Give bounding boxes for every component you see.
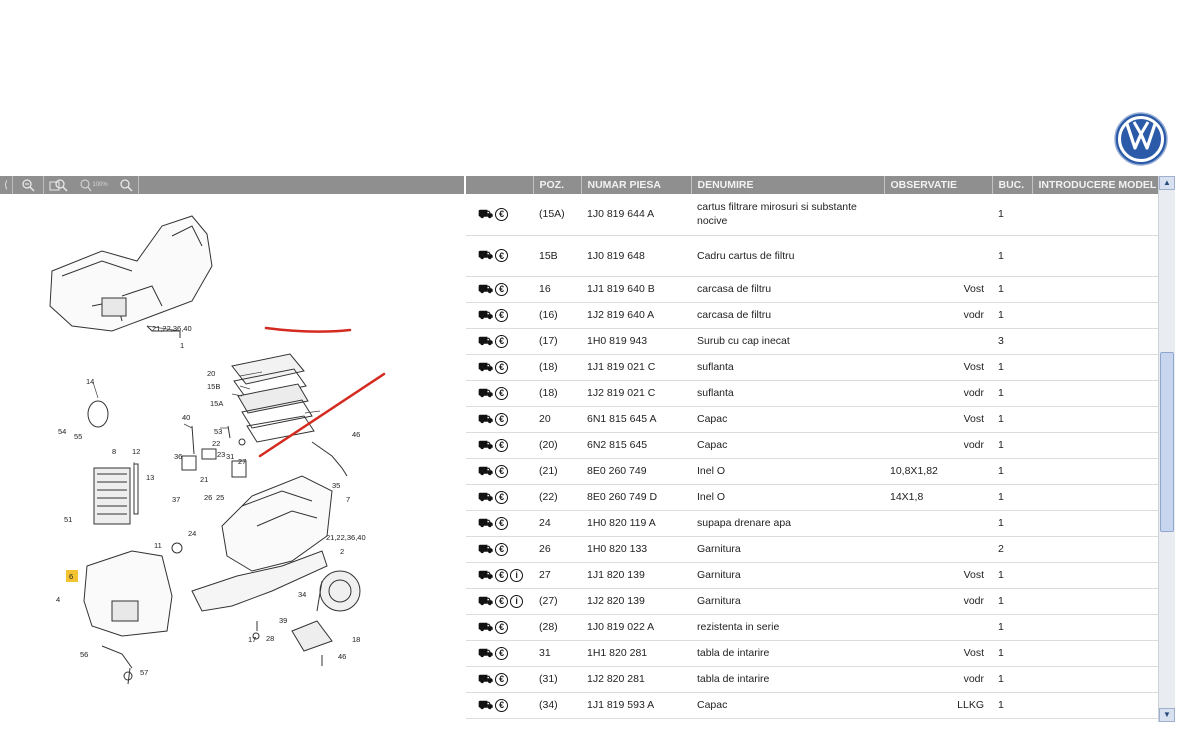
cell-introducere-model <box>1032 510 1160 536</box>
cell-denumire: Garnitura <box>691 588 884 614</box>
price-euro-icon[interactable]: € <box>495 543 508 556</box>
cell-denumire: Capac <box>691 692 884 718</box>
cell-poz: 15B <box>533 235 581 276</box>
price-euro-icon[interactable]: € <box>495 335 508 348</box>
price-euro-icon[interactable]: € <box>495 439 508 452</box>
table-row[interactable] <box>466 406 1160 432</box>
cell-observatie: 10,8X1,82 <box>884 458 992 484</box>
cell-denumire: carcasa de filtru <box>691 276 884 302</box>
cell-observatie <box>884 536 992 562</box>
zoom-out-icon[interactable] <box>13 176 43 194</box>
cell-numar-piesa: 1J1 820 139 <box>581 562 691 588</box>
cell-denumire: cartus filtrare mirosuri si substante nocive <box>691 194 884 235</box>
row-action-icons <box>466 432 533 458</box>
table-row[interactable] <box>466 235 1160 276</box>
cell-observatie: vodr <box>884 666 992 692</box>
diagram-callout-label[interactable]: 14 <box>86 377 95 386</box>
price-euro-icon[interactable]: € <box>495 699 508 712</box>
price-euro-icon[interactable]: € <box>495 517 508 530</box>
column-header-denumire[interactable]: DENUMIRE <box>691 176 884 194</box>
cell-denumire: supapa drenare apa <box>691 510 884 536</box>
diagram-callout-label[interactable]: 21 <box>200 475 209 484</box>
cell-numar-piesa: 1J2 819 640 A <box>581 302 691 328</box>
row-action-icons <box>466 666 533 692</box>
cell-observatie: Vost <box>884 562 992 588</box>
table-row[interactable] <box>466 354 1160 380</box>
cell-numar-piesa: 8E0 260 749 <box>581 458 691 484</box>
diagram-callout-label[interactable]: 51 <box>64 515 73 524</box>
cell-poz: 24 <box>533 510 581 536</box>
price-euro-icon[interactable]: € <box>495 569 508 582</box>
diagram-callout-label[interactable]: 6 <box>69 572 74 581</box>
table-row[interactable] <box>466 380 1160 406</box>
cell-buc: 1 <box>992 692 1032 718</box>
column-header-observatie[interactable]: OBSERVATIE <box>884 176 992 194</box>
row-action-icons <box>466 562 533 588</box>
cell-observatie <box>884 235 992 276</box>
table-row[interactable] <box>466 614 1160 640</box>
row-action-icons <box>466 692 533 718</box>
parts-table <box>466 176 1161 719</box>
cell-buc: 1 <box>992 235 1032 276</box>
cell-denumire: rezistenta in serie <box>691 614 884 640</box>
add-to-cart-icon[interactable]: ⛟ <box>478 515 494 530</box>
cell-numar-piesa: 6N1 815 645 A <box>581 406 691 432</box>
cell-poz: (20) <box>533 432 581 458</box>
cell-observatie: Vost <box>884 406 992 432</box>
parts-table-panel <box>466 176 1176 722</box>
table-row[interactable] <box>466 276 1160 302</box>
add-to-cart-icon[interactable]: ⛟ <box>478 206 494 221</box>
table-scrollbar[interactable] <box>1158 176 1175 722</box>
cell-buc: 1 <box>992 562 1032 588</box>
diagram-callout-label[interactable]: 27 <box>238 457 247 466</box>
diagram-callout-label[interactable]: 12 <box>132 447 141 456</box>
row-action-icons <box>466 235 533 276</box>
zoom-100-icon[interactable] <box>74 176 114 194</box>
diagram-callout-label[interactable]: 57 <box>140 668 149 677</box>
diagram-callout-label[interactable]: 53 <box>214 427 223 436</box>
diagram-callout-label[interactable]: 37 <box>172 495 181 504</box>
cell-buc: 1 <box>992 458 1032 484</box>
cell-observatie: vodr <box>884 380 992 406</box>
cell-denumire: suflanta <box>691 380 884 406</box>
cell-observatie: vodr <box>884 302 992 328</box>
price-euro-icon[interactable]: € <box>495 647 508 660</box>
table-row[interactable] <box>466 432 1160 458</box>
cell-observatie <box>884 510 992 536</box>
diagram-callout-label[interactable]: 54 <box>58 427 67 436</box>
cell-poz: (17) <box>533 328 581 354</box>
cell-denumire: carcasa de filtru <box>691 302 884 328</box>
add-to-cart-icon[interactable]: ⛟ <box>478 541 494 556</box>
toolbar-edge-button[interactable]: ⟨ <box>4 179 8 191</box>
diagram-callout-label[interactable]: 1 <box>180 341 185 350</box>
row-action-icons <box>466 536 533 562</box>
cell-introducere-model <box>1032 588 1160 614</box>
diagram-callout-label[interactable]: 31 <box>226 452 235 461</box>
cell-numar-piesa: 1J2 820 139 <box>581 588 691 614</box>
cell-buc: 1 <box>992 354 1032 380</box>
cell-observatie: LLKG <box>884 692 992 718</box>
price-euro-icon[interactable]: € <box>495 621 508 634</box>
info-icon[interactable]: i <box>510 569 523 582</box>
cell-introducere-model <box>1032 406 1160 432</box>
cell-buc: 2 <box>992 536 1032 562</box>
cell-poz: (22) <box>533 484 581 510</box>
cell-numar-piesa: 1J0 819 644 A <box>581 194 691 235</box>
diagram-toolbar <box>0 176 464 194</box>
cell-numar-piesa: 1J1 819 640 B <box>581 276 691 302</box>
cell-poz: (27) <box>533 588 581 614</box>
add-to-cart-icon[interactable]: ⛟ <box>478 671 494 686</box>
cell-introducere-model <box>1032 276 1160 302</box>
add-to-cart-icon[interactable]: ⛟ <box>478 593 494 608</box>
row-action-icons <box>466 354 533 380</box>
cell-poz: (18) <box>533 354 581 380</box>
price-euro-icon[interactable]: € <box>495 208 508 221</box>
cell-poz: (31) <box>533 666 581 692</box>
add-to-cart-icon[interactable]: ⛟ <box>478 619 494 634</box>
cell-poz: (15A) <box>533 194 581 235</box>
cell-denumire: suflanta <box>691 354 884 380</box>
cell-introducere-model <box>1032 614 1160 640</box>
cell-numar-piesa: 1H0 819 943 <box>581 328 691 354</box>
row-action-icons <box>466 276 533 302</box>
cell-numar-piesa: 1J0 819 022 A <box>581 614 691 640</box>
row-action-icons <box>466 588 533 614</box>
diagram-callout-label[interactable]: 35 <box>332 481 341 490</box>
add-to-cart-icon[interactable]: ⛟ <box>478 281 494 296</box>
diagram-callout-label[interactable]: 8 <box>112 447 117 456</box>
diagram-callout-label[interactable]: 7 <box>346 495 351 504</box>
add-to-cart-icon[interactable]: ⛟ <box>478 248 494 262</box>
diagram-callout-label[interactable]: 4 <box>56 595 61 604</box>
table-row[interactable] <box>466 328 1160 354</box>
cell-buc: 1 <box>992 614 1032 640</box>
cell-numar-piesa: 1J2 819 021 C <box>581 380 691 406</box>
info-icon[interactable]: i <box>510 595 523 608</box>
table-row[interactable] <box>466 640 1160 666</box>
row-action-icons <box>466 194 533 235</box>
table-row[interactable] <box>466 302 1160 328</box>
table-row[interactable] <box>466 666 1160 692</box>
diagram-callout-label[interactable]: 24 <box>188 529 197 538</box>
parts-diagram[interactable] <box>42 206 398 722</box>
add-to-cart-icon[interactable]: ⛟ <box>478 567 494 582</box>
cell-introducere-model <box>1032 562 1160 588</box>
cell-buc: 1 <box>992 432 1032 458</box>
column-header-actions <box>466 176 533 194</box>
diagram-callout-label[interactable]: 15B <box>207 382 221 391</box>
cell-numar-piesa: 1H1 820 281 <box>581 640 691 666</box>
price-euro-icon[interactable]: € <box>495 249 508 262</box>
cell-denumire: Garnitura <box>691 536 884 562</box>
diagram-callout-label[interactable]: 13 <box>146 473 155 482</box>
cell-observatie: vodr <box>884 432 992 458</box>
cell-poz: (21) <box>533 458 581 484</box>
cell-observatie: Vost <box>884 640 992 666</box>
diagram-callout-label[interactable]: 40 <box>182 413 191 422</box>
cell-numar-piesa: 8E0 260 749 D <box>581 484 691 510</box>
zoom-in-icon[interactable] <box>114 176 138 194</box>
cell-observatie: Vost <box>884 276 992 302</box>
diagram-callout-label[interactable]: 21,22,36,40 <box>326 533 366 542</box>
cell-introducere-model <box>1032 354 1160 380</box>
cell-poz: (28) <box>533 614 581 640</box>
price-euro-icon[interactable]: € <box>495 361 508 374</box>
cell-poz: 31 <box>533 640 581 666</box>
cell-denumire: Capac <box>691 406 884 432</box>
cell-poz: 16 <box>533 276 581 302</box>
cell-introducere-model <box>1032 235 1160 276</box>
cell-poz: (16) <box>533 302 581 328</box>
price-euro-icon[interactable]: € <box>495 595 508 608</box>
row-action-icons <box>466 406 533 432</box>
cell-denumire: Capac <box>691 432 884 458</box>
table-row[interactable] <box>466 692 1160 718</box>
cell-denumire: tabla de intarire <box>691 666 884 692</box>
cell-buc: 1 <box>992 194 1032 235</box>
vw-logo-icon <box>1114 112 1168 166</box>
cell-introducere-model <box>1032 432 1160 458</box>
cell-poz: (34) <box>533 692 581 718</box>
cell-numar-piesa: 1H0 820 119 A <box>581 510 691 536</box>
cell-buc: 1 <box>992 640 1032 666</box>
cell-denumire: Surub cu cap inecat <box>691 328 884 354</box>
add-to-cart-icon[interactable]: ⛟ <box>478 333 494 348</box>
diagram-callout-label[interactable]: 34 <box>298 590 307 599</box>
row-action-icons <box>466 484 533 510</box>
price-euro-icon[interactable]: € <box>495 413 508 426</box>
cell-buc: 1 <box>992 510 1032 536</box>
cell-numar-piesa: 1J0 819 648 <box>581 235 691 276</box>
price-euro-icon[interactable]: € <box>495 283 508 296</box>
diagram-callout-label[interactable]: 26 <box>204 493 213 502</box>
cell-introducere-model <box>1032 640 1160 666</box>
table-row[interactable] <box>466 536 1160 562</box>
cell-introducere-model <box>1032 380 1160 406</box>
table-row[interactable] <box>466 588 1160 614</box>
scrollbar-thumb[interactable] <box>1160 352 1174 532</box>
diagram-callout-label[interactable]: 46 <box>338 652 347 661</box>
diagram-callout-label[interactable]: 11 <box>154 541 162 550</box>
cell-buc: 1 <box>992 302 1032 328</box>
diagram-callout-label[interactable]: 18 <box>352 635 361 644</box>
cell-observatie <box>884 328 992 354</box>
add-to-cart-icon[interactable]: ⛟ <box>478 411 494 426</box>
cell-observatie <box>884 614 992 640</box>
zoom-100-label: 100% <box>92 182 108 188</box>
cell-numar-piesa: 1J1 819 593 A <box>581 692 691 718</box>
cell-denumire: tabla de intarire <box>691 640 884 666</box>
price-euro-icon[interactable]: € <box>495 673 508 686</box>
cell-denumire: Inel O <box>691 458 884 484</box>
cell-buc: 3 <box>992 328 1032 354</box>
cell-buc: 1 <box>992 276 1032 302</box>
row-action-icons <box>466 614 533 640</box>
price-euro-icon[interactable]: € <box>495 491 508 504</box>
add-to-cart-icon[interactable]: ⛟ <box>478 489 494 504</box>
cell-buc: 1 <box>992 406 1032 432</box>
cell-numar-piesa: 1J2 820 281 <box>581 666 691 692</box>
add-to-cart-icon[interactable]: ⛟ <box>478 697 494 712</box>
price-euro-icon[interactable]: € <box>495 387 508 400</box>
column-header-buc[interactable]: BUC. <box>992 176 1032 194</box>
diagram-callout-label[interactable]: 17 <box>248 635 257 644</box>
cell-denumire: Inel O <box>691 484 884 510</box>
table-row[interactable] <box>466 484 1160 510</box>
scroll-down-icon[interactable]: ▼ <box>1159 708 1175 722</box>
add-to-cart-icon[interactable]: ⛟ <box>478 307 494 322</box>
cell-buc: 1 <box>992 666 1032 692</box>
cell-introducere-model <box>1032 666 1160 692</box>
cell-buc: 1 <box>992 380 1032 406</box>
cell-buc: 1 <box>992 484 1032 510</box>
cell-introducere-model <box>1032 328 1160 354</box>
diagram-callout-label[interactable]: 2 <box>340 547 345 556</box>
row-action-icons <box>466 380 533 406</box>
cell-observatie: Vost <box>884 354 992 380</box>
diagram-callout-label[interactable]: 56 <box>80 650 89 659</box>
table-row[interactable] <box>466 194 1160 235</box>
cell-poz: 20 <box>533 406 581 432</box>
diagram-callout-label[interactable]: 55 <box>74 432 83 441</box>
cell-denumire: Cadru cartus de filtru <box>691 235 884 276</box>
price-euro-icon[interactable]: € <box>495 465 508 478</box>
cell-introducere-model <box>1032 484 1160 510</box>
cell-poz: 26 <box>533 536 581 562</box>
diagram-callout-label[interactable]: 36 <box>174 452 183 461</box>
cell-introducere-model <box>1032 692 1160 718</box>
diagram-callout-label[interactable]: 21,22,36,40 <box>152 324 192 333</box>
cell-observatie <box>884 194 992 235</box>
table-header-row <box>466 176 1160 194</box>
diagram-callout-label[interactable]: 39 <box>279 616 288 625</box>
cell-observatie: 14X1,8 <box>884 484 992 510</box>
diagram-callout-label[interactable]: 15A <box>210 399 224 408</box>
cell-introducere-model <box>1032 536 1160 562</box>
row-action-icons <box>466 302 533 328</box>
column-header-numar-piesa[interactable]: NUMAR PIESA <box>581 176 691 194</box>
cell-numar-piesa: 1H0 820 133 <box>581 536 691 562</box>
row-action-icons <box>466 640 533 666</box>
diagram-callout-label[interactable]: 23 <box>217 450 226 459</box>
table-row[interactable] <box>466 458 1160 484</box>
row-action-icons <box>466 458 533 484</box>
cell-poz: (18) <box>533 380 581 406</box>
diagram-callout-label[interactable]: 28 <box>266 634 275 643</box>
cell-buc: 1 <box>992 588 1032 614</box>
diagram-callout-label[interactable]: 46 <box>352 430 361 439</box>
scroll-up-icon[interactable]: ▲ <box>1159 176 1175 190</box>
cell-numar-piesa: 6N2 815 645 <box>581 432 691 458</box>
cell-poz: 27 <box>533 562 581 588</box>
row-action-icons <box>466 328 533 354</box>
diagram-callout-label[interactable]: 20 <box>207 369 216 378</box>
add-to-cart-icon[interactable]: ⛟ <box>478 463 494 478</box>
cell-introducere-model <box>1032 302 1160 328</box>
column-header-introducere-model[interactable]: INTRODUCERE MODEL <box>1032 176 1160 194</box>
cell-numar-piesa: 1J1 819 021 C <box>581 354 691 380</box>
cell-introducere-model <box>1032 458 1160 484</box>
price-euro-icon[interactable]: € <box>495 309 508 322</box>
zoom-window-icon[interactable] <box>44 176 74 194</box>
add-to-cart-icon[interactable]: ⛟ <box>478 359 494 374</box>
cell-introducere-model <box>1032 194 1160 235</box>
row-action-icons <box>466 510 533 536</box>
add-to-cart-icon[interactable]: ⛟ <box>478 437 494 452</box>
diagram-callout-label[interactable]: 25 <box>216 493 225 502</box>
diagram-callout-label[interactable]: 22 <box>212 439 221 448</box>
column-header-poz[interactable]: POZ. <box>533 176 581 194</box>
table-row[interactable] <box>466 510 1160 536</box>
add-to-cart-icon[interactable]: ⛟ <box>478 645 494 660</box>
cell-observatie: vodr <box>884 588 992 614</box>
cell-denumire: Garnitura <box>691 562 884 588</box>
add-to-cart-icon[interactable]: ⛟ <box>478 385 494 400</box>
table-row[interactable] <box>466 562 1160 588</box>
